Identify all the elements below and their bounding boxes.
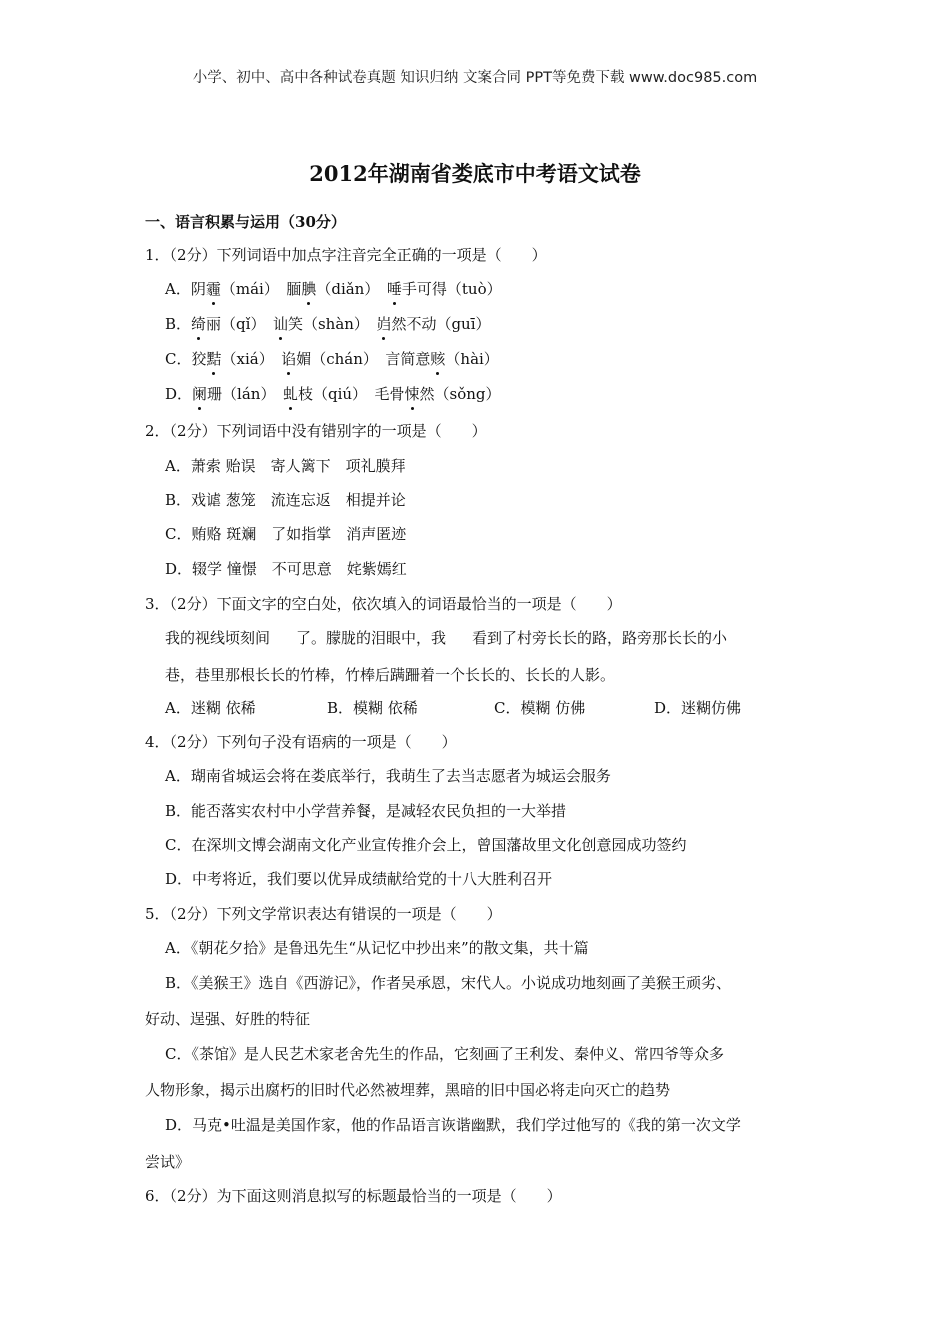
question-3-stem: 3．（2分）下面文字的空白处，依次填入的词语最恰当的一项是（ ） [145, 595, 622, 613]
question-5-option-b-line-1: B．《美猴王》选自《西游记》，作者吴承恩，宋代人。小说成功地刻画了美猴王顽劣、 [165, 974, 732, 992]
question-5-option-b-line-2: 好动、逞强、好胜的特征 [145, 1010, 311, 1028]
question-6-stem: 6．（2分）为下面这则消息拟写的标题最恰当的一项是（ ） [145, 1187, 562, 1205]
question-1-stem: 1．（2分）下列词语中加点字注音完全正确的一项是（ ） [145, 246, 547, 264]
page-header: 小学、初中、高中各种试卷真题 知识归纳 文案合同 PPT等免费下载 www.doc985.com [192, 70, 758, 86]
question-2-option-b: B．戏谑 葱笼 流连忘返 相提并论 [165, 491, 406, 509]
question-4-option-a: A．瑚南省城运会将在娄底举行，我萌生了去当志愿者为城运会服务 [165, 767, 611, 785]
question-5-option-d-line-2: 尝试》 [145, 1153, 191, 1171]
passage-part-3: 看到了村旁长长的路，路旁那长长的小 [472, 629, 728, 647]
question-5-option-c-line-2: 人物形象，揭示出腐朽的旧时代必然被埋葬，黑暗的旧中国必将走向灭亡的趋势 [145, 1081, 671, 1099]
question-3-option-c: C．模糊 仿佛 [494, 699, 586, 717]
question-1-option-a: A．阴霾（mái） 腼腆（diǎn） 唾手可得（tuò） [165, 280, 502, 298]
section-heading: 一、语言积累与运用（30分） [145, 213, 346, 231]
question-3-option-a: A．迷糊 依稀 [165, 699, 256, 717]
question-3-passage-line-1 [165, 628, 727, 648]
question-1-option-d: D．阑珊（lán） 虬枝（qiú） 毛骨悚然（sǒng） [165, 385, 501, 403]
question-1-option-b: B．绮丽（qǐ） 讪笑（shàn） 岿然不动（guī） [165, 315, 491, 333]
question-2-option-d: D．辍学 憧憬 不可思意 姹紫嫣红 [165, 560, 407, 578]
question-3-option-d: D．迷糊仿佛 [654, 699, 742, 717]
question-5-stem: 5．（2分）下列文学常识表达有错误的一项是（ ） [145, 905, 502, 923]
question-2-option-a: A．萧索 贻误 寄人篱下 项礼膜拜 [165, 457, 406, 475]
question-3-option-b: B．模糊 依稀 [327, 699, 418, 717]
question-4-stem: 4．（2分）下列句子没有语病的一项是（ ） [145, 733, 457, 751]
question-2-option-c: C．贿赂 斑斓 了如指掌 消声匿迹 [165, 525, 407, 543]
passage-part-2: 了。朦胧的泪眼中，我 [296, 629, 447, 647]
question-4-option-c: C．在深圳文博会湖南文化产业宣传推介会上，曾国藩故里文化创意园成功签约 [165, 836, 687, 854]
page-title: 2012年湖南省娄底市中考语文试卷 [309, 161, 641, 186]
question-1-option-c: C．狡黠（xiá） 谄媚（chán） 言简意赅（hài） [165, 350, 499, 368]
question-5-option-d-line-1: D．马克•吐温是美国作家，他的作品语言诙谐幽默，我们学过他写的《我的第一次文学 [165, 1116, 741, 1134]
question-4-option-b: B．能否落实农村中小学营养餐，是减轻农民负担的一大举措 [165, 802, 567, 820]
passage-part-1: 我的视线顷刻间 [165, 629, 271, 647]
question-5-option-a: A．《朝花夕拾》是鲁迅先生“从记忆中抄出来”的散文集，共十篇 [165, 939, 589, 957]
question-3-passage-line-2: 巷，巷里那根长长的竹棒，竹棒后蹒跚着一个长长的、长长的人影。 [165, 666, 616, 684]
question-2-stem: 2．（2分）下列词语中没有错别字的一项是（ ） [145, 422, 487, 440]
question-4-option-d: D．中考将近，我们要以优异成绩献给党的十八大胜利召开 [165, 870, 553, 888]
question-5-option-c-line-1: C．《茶馆》是人民艺术家老舍先生的作品，它刻画了王利发、秦仲义、常四爷等众多 [165, 1045, 724, 1063]
